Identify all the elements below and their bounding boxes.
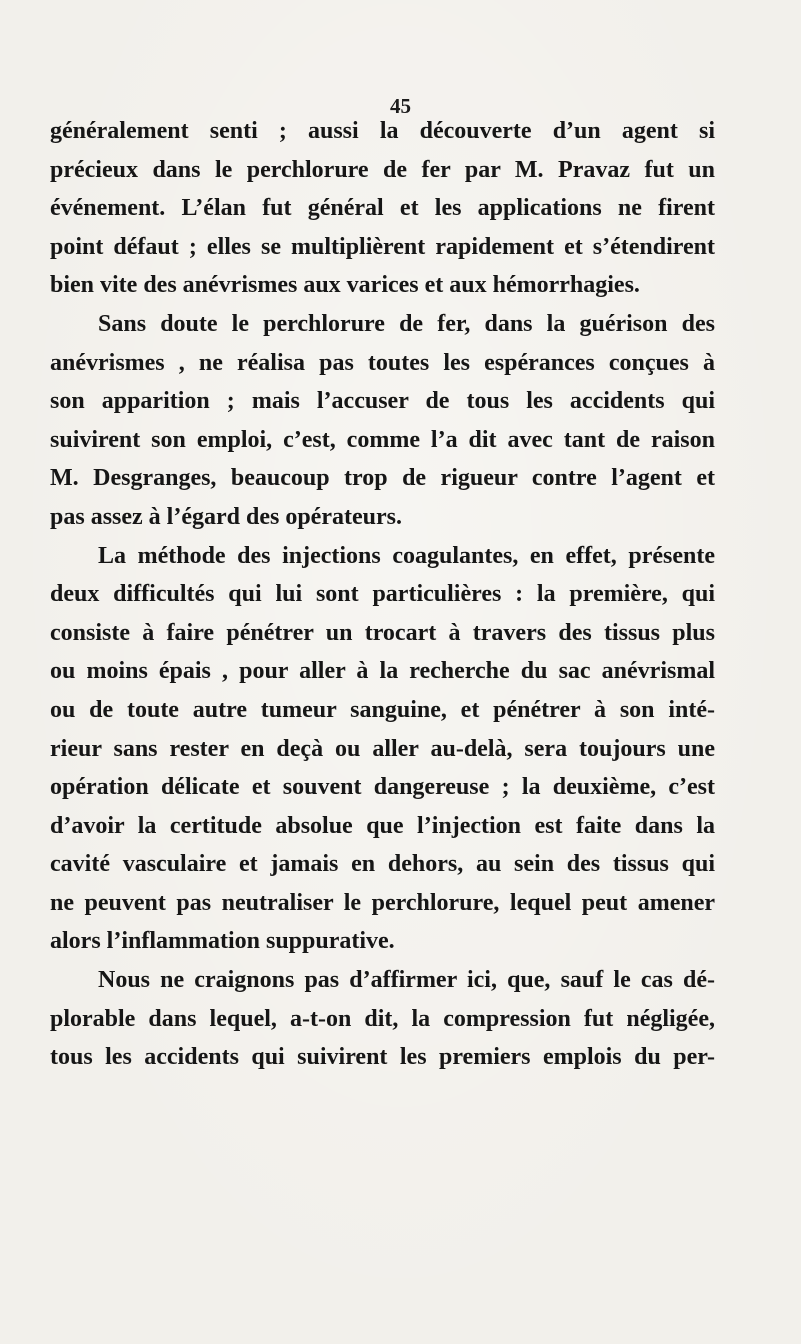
text-line: ou de toute autre tumeur sanguine, et pénétrer à son inté- — [50, 696, 715, 723]
text-line: consiste à faire pénétrer un trocart à travers des tissus plus — [50, 619, 715, 646]
text-line: anévrismes , ne réalisa pas toutes les espérances conçues à — [50, 349, 715, 376]
text-line: généralement senti ; aussi la découverte d’un agent si — [50, 118, 715, 144]
text-line: point défaut ; elles se multiplièrent rapidement et s’étendirent — [50, 233, 715, 260]
text-line: cavité vasculaire et jamais en dehors, au sein des tissus qui — [50, 851, 715, 878]
text-line: d’avoir la certitude absolue que l’injection est faite dans la — [50, 812, 715, 839]
text-line: opération délicate et souvent dangereuse ; la deuxième, c’est — [50, 774, 715, 801]
paragraph-2 — [50, 305, 715, 537]
text-line: tous les accidents qui suivirent les premiers emplois du per- — [50, 1044, 715, 1071]
text-line: bien vite des anévrismes aux varices et aux hémorrhagies. — [50, 272, 640, 299]
text-line: Nous ne craignons pas d’affirmer ici, que, sauf le cas dé- — [98, 967, 715, 994]
page-number: 45 — [390, 94, 411, 118]
text-line: Sans doute le perchlorure de fer, dans la guérison des — [98, 310, 715, 337]
paragraph-1 — [50, 112, 715, 305]
page-text — [50, 112, 715, 1077]
text-line: La méthode des injections coagulantes, en effet, présente — [98, 542, 715, 569]
text-line: ne peuvent pas neutraliser le perchlorure, lequel peut amener — [50, 889, 715, 916]
text-line: M. Desgranges, beaucoup trop de rigueur contre l’agent et — [50, 465, 715, 492]
text-line: plorable dans lequel, a-t-on dit, la compression fut négligée, — [50, 1005, 715, 1032]
text-line: rieur sans rester en deçà ou aller au-delà, sera toujours une — [50, 735, 715, 762]
text-line: ou moins épais , pour aller à la recherche du sac anévrismal — [50, 658, 715, 685]
text-line: deux difficultés qui lui sont particulières : la première, qui — [50, 581, 715, 608]
text-line: pas assez à l’égard des opérateurs. — [50, 503, 402, 530]
text-line: son apparition ; mais l’accuser de tous les accidents qui — [50, 388, 715, 415]
paragraph-4 — [50, 961, 715, 1077]
text-line: suivirent son emploi, c’est, comme l’a dit avec tant de raison — [50, 426, 715, 453]
text-line: alors l’inflammation suppurative. — [50, 928, 395, 955]
paragraph-3 — [50, 537, 715, 962]
text-line: événement. L’élan fut général et les applications ne firent — [50, 195, 715, 222]
text-line: précieux dans le perchlorure de fer par M. Pravaz fut un — [50, 156, 715, 183]
